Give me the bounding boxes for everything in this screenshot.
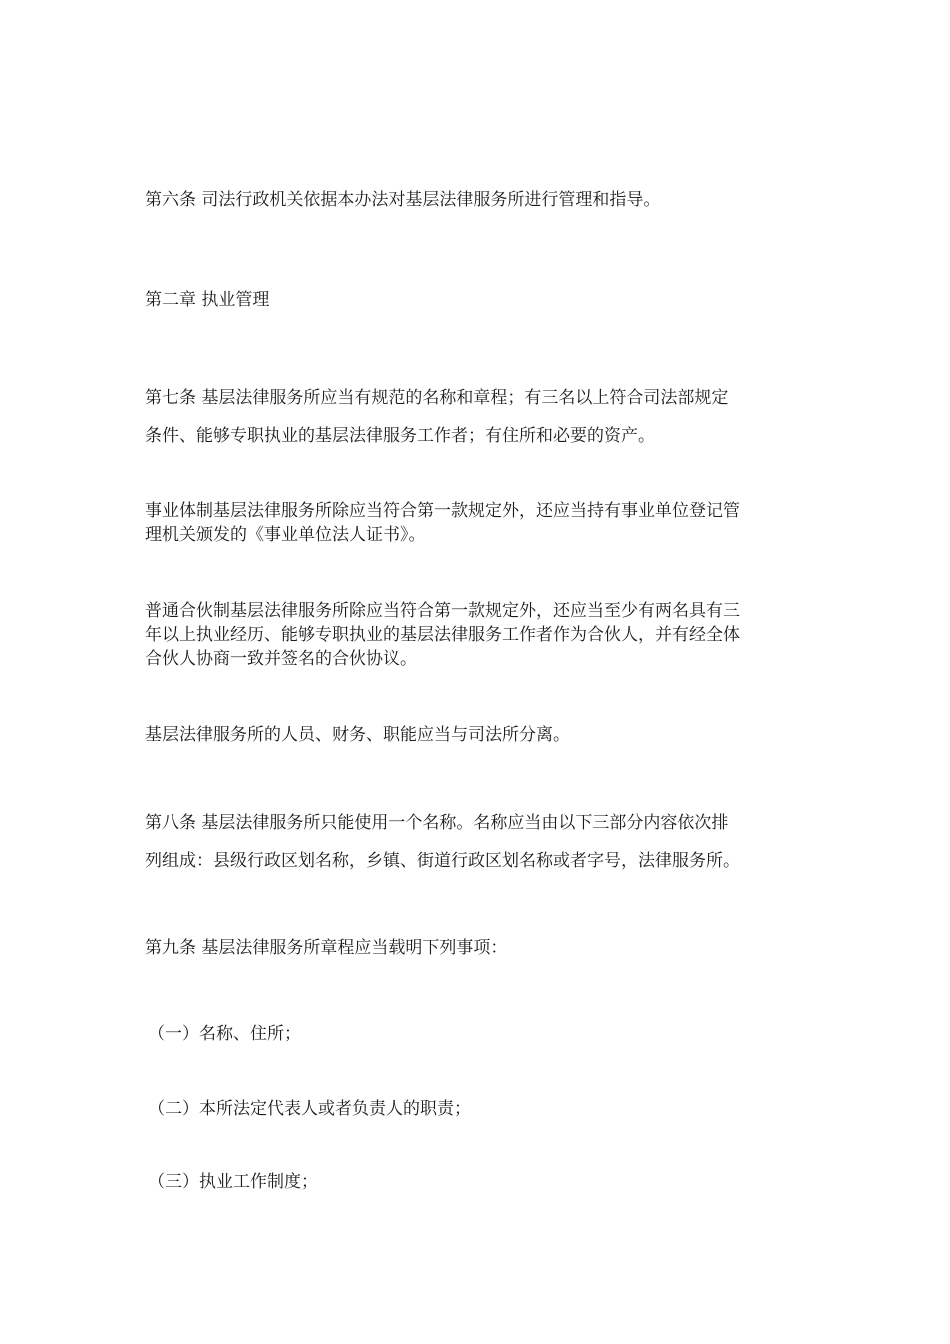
list-item: （一）名称、住所；: [148, 1024, 301, 1044]
list-item: （二）本所法定代表人或者负责人的职责；: [148, 1099, 471, 1119]
article-7-paragraph-2-line-1: 事业体制基层法律服务所除应当符合第一款规定外，还应当持有事业单位登记管: [145, 501, 740, 521]
article-7-paragraph-3-line-1: 普通合伙制基层法律服务所除应当符合第一款规定外，还应当至少有两名具有三: [145, 601, 740, 621]
article-7-paragraph-2: [145, 499, 810, 547]
list-item: （三）执业工作制度；: [148, 1172, 318, 1192]
article-6-text: 第六条 司法行政机关依据本办法对基层法律服务所进行管理和指导。: [145, 190, 661, 210]
article-9-text: 第九条 基层法律服务所章程应当载明下列事项：: [145, 938, 508, 958]
article-8: [145, 804, 810, 880]
article-8-line-1: 第八条 基层法律服务所只能使用一个名称。名称应当由以下三部分内容依次排: [145, 813, 729, 833]
article-9-item-2: [148, 1097, 813, 1121]
article-9-item-1: [148, 1022, 813, 1046]
article-8-line-2: 列组成：县级行政区划名称，乡镇、街道行政区划名称或者字号，法律服务所。: [145, 851, 740, 871]
article-7-paragraph-3-line-3: 合伙人协商一致并签名的合伙协议。: [145, 649, 417, 669]
article-7-paragraph-2-line-2: 理机关颁发的《事业单位法人证书》。: [145, 525, 426, 545]
chapter-2-heading: [145, 288, 810, 312]
article-9-item-3: [148, 1170, 813, 1194]
article-7-paragraph-3: [145, 599, 810, 671]
article-7-paragraph-3-line-2: 年以上执业经历、能够专职执业的基层法律服务工作者作为合伙人，并有经全体: [145, 625, 740, 645]
article-7-paragraph-4-text: 基层法律服务所的人员、财务、职能应当与司法所分离。: [145, 725, 570, 745]
article-7-paragraph-4: [145, 723, 810, 747]
article-9: [145, 936, 810, 960]
article-7-line-1: 第七条 基层法律服务所应当有规范的名称和章程；有三名以上符合司法部规定: [145, 388, 729, 408]
article-7-line-2: 条件、能够专职执业的基层法律服务工作者；有住所和必要的资产。: [145, 426, 655, 446]
chapter-2-text: 第二章 执业管理: [145, 290, 270, 310]
article-6: [145, 188, 810, 212]
article-7: [145, 379, 810, 455]
